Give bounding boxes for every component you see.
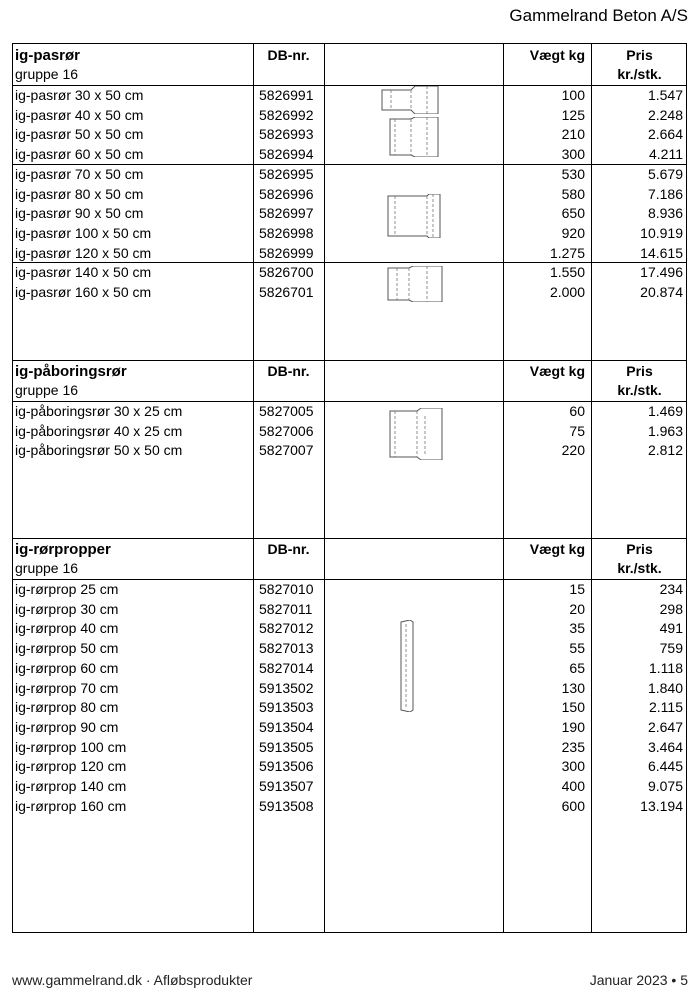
tapping-pipe-drawing-icon	[389, 408, 443, 460]
product-name: ig-rørprop 80 cm	[15, 699, 119, 716]
col-header-price-unit: kr./stk.	[617, 560, 662, 576]
section-divider	[13, 538, 686, 539]
price-value: 4.211	[649, 146, 683, 163]
price-value: 1.840	[647, 679, 683, 696]
product-name: ig-rørprop 120 cm	[15, 758, 127, 775]
section-group: gruppe 16	[15, 382, 79, 398]
price-value: 6.445	[647, 758, 683, 775]
product-name: ig-pasrør 60 x 50 cm	[15, 146, 144, 163]
product-name: ig-pasrør 80 x 50 cm	[15, 185, 144, 202]
price-table	[12, 43, 687, 933]
pipe-drawing-medium-icon	[389, 117, 439, 157]
db-number: 5826701	[259, 284, 314, 300]
db-number: 5913508	[259, 797, 314, 814]
db-number: 5913506	[259, 758, 314, 775]
weight-value: 1.275	[549, 244, 585, 261]
db-number: 5826700	[259, 264, 314, 281]
col-header-price-unit: kr./stk.	[617, 66, 662, 82]
db-number: 5826995	[259, 165, 314, 182]
weight-value: 15	[569, 581, 585, 597]
col-divider	[324, 44, 325, 932]
section-title: ig-pasrør	[15, 47, 81, 64]
price-value: 1.118	[649, 659, 683, 676]
weight-value: 35	[569, 620, 585, 637]
product-name: ig-påboringsrør 50 x 50 cm	[15, 442, 183, 459]
product-name: ig-rørprop 140 cm	[15, 778, 127, 794]
product-name: ig-pasrør 30 x 50 cm	[15, 87, 144, 103]
db-number: 5826996	[259, 185, 314, 202]
db-number: 5827005	[259, 403, 314, 419]
weight-value: 580	[561, 185, 585, 202]
product-name: ig-rørprop 25 cm	[15, 581, 119, 597]
pipe-plug-drawing-icon	[398, 620, 414, 712]
section-title: ig-rørpropper	[15, 541, 111, 558]
product-name: ig-pasrør 50 x 50 cm	[15, 126, 144, 143]
price-value: 2.664	[647, 126, 683, 143]
product-name: ig-rørprop 60 cm	[15, 659, 119, 676]
db-number: 5826997	[259, 205, 314, 222]
col-header-db: DB-nr.	[267, 541, 310, 557]
weight-value: 400	[561, 778, 585, 794]
db-number: 5827011	[259, 600, 313, 617]
price-value: 759	[659, 640, 683, 657]
product-name: ig-rørprop 70 cm	[15, 679, 119, 696]
product-name: ig-rørprop 100 cm	[15, 738, 127, 755]
product-name: ig-pasrør 40 x 50 cm	[15, 106, 144, 123]
weight-value: 600	[561, 797, 585, 814]
col-header-weight: Vægt kg	[529, 363, 585, 379]
weight-value: 650	[561, 205, 585, 222]
product-name: ig-påboringsrør 40 x 25 cm	[15, 422, 183, 439]
db-number: 5827014	[259, 659, 314, 676]
weight-value: 2.000	[549, 284, 585, 300]
db-number: 5826998	[259, 224, 314, 241]
db-number: 5913507	[259, 778, 314, 794]
section-divider	[13, 360, 686, 361]
db-number: 5827012	[259, 620, 314, 637]
db-number: 5827007	[259, 442, 314, 459]
col-header-weight: Vægt kg	[529, 541, 585, 557]
price-value: 234	[659, 581, 683, 597]
price-value: 17.496	[640, 264, 683, 281]
company-name: Gammelrand Beton A/S	[509, 6, 688, 25]
footer-date-page: Januar 2023 • 5	[589, 972, 688, 988]
product-name: ig-rørprop 40 cm	[15, 620, 119, 637]
weight-value: 125	[561, 106, 585, 123]
db-number: 5826992	[259, 106, 314, 123]
weight-value: 100	[561, 87, 585, 103]
weight-value: 530	[561, 165, 585, 182]
product-name: ig-pasrør 90 x 50 cm	[15, 205, 144, 222]
price-value: 1.963	[647, 422, 683, 439]
weight-value: 75	[569, 422, 585, 439]
price-value: 298	[659, 600, 683, 617]
section-group: gruppe 16	[15, 560, 79, 576]
price-value: 2.812	[647, 442, 683, 459]
weight-value: 300	[561, 146, 585, 163]
product-name: ig-pasrør 100 x 50 cm	[15, 224, 152, 241]
price-value: 14.615	[640, 244, 683, 261]
col-divider	[253, 44, 254, 932]
price-value: 2.647	[647, 718, 683, 735]
weight-value: 20	[569, 600, 585, 617]
product-name: ig-pasrør 70 x 50 cm	[15, 165, 144, 182]
price-value: 1.547	[647, 87, 683, 103]
group-divider	[13, 262, 686, 263]
db-number: 5826991	[259, 87, 314, 103]
product-name: ig-rørprop 30 cm	[15, 600, 119, 617]
price-value: 2.115	[649, 699, 683, 716]
db-number: 5913504	[259, 718, 314, 735]
price-value: 20.874	[640, 284, 683, 300]
pipe-drawing-large-icon	[387, 194, 441, 238]
product-name: ig-pasrør 120 x 50 cm	[15, 244, 152, 261]
footer-website: www.gammelrand.dk · Afløbsprodukter	[12, 972, 253, 988]
price-value: 1.469	[647, 403, 683, 419]
pipe-drawing-xlarge-icon	[387, 266, 443, 302]
db-number: 5913503	[259, 699, 314, 716]
group-divider	[13, 164, 686, 165]
db-number: 5913502	[259, 679, 314, 696]
section-title: ig-påboringsrør	[15, 363, 127, 380]
section-group: gruppe 16	[15, 66, 79, 82]
col-header-price: Pris	[626, 541, 653, 557]
price-value: 491	[659, 620, 683, 637]
col-header-db: DB-nr.	[267, 363, 310, 379]
price-value: 10.919	[640, 224, 683, 241]
col-header-price: Pris	[626, 363, 653, 379]
weight-value: 220	[561, 442, 585, 459]
weight-value: 1.550	[549, 264, 585, 281]
weight-value: 60	[569, 403, 585, 419]
db-number: 5913505	[259, 738, 314, 755]
db-number: 5827013	[259, 640, 314, 657]
product-name: ig-pasrør 160 x 50 cm	[15, 284, 152, 300]
db-number: 5826994	[259, 146, 314, 163]
weight-value: 55	[569, 640, 585, 657]
db-number: 5827006	[259, 422, 314, 439]
price-value: 7.186	[647, 185, 683, 202]
product-name: ig-påboringsrør 30 x 25 cm	[15, 403, 183, 419]
col-header-db: DB-nr.	[267, 47, 310, 63]
price-value: 13.194	[640, 797, 683, 814]
db-number: 5826999	[259, 244, 314, 261]
col-header-price: Pris	[626, 47, 653, 63]
weight-value: 300	[561, 758, 585, 775]
db-number: 5826993	[259, 126, 314, 143]
pipe-drawing-small-icon	[381, 86, 439, 114]
weight-value: 150	[561, 699, 585, 716]
product-name: ig-rørprop 160 cm	[15, 797, 127, 814]
product-name: ig-pasrør 140 x 50 cm	[15, 264, 152, 281]
price-value: 5.679	[647, 165, 683, 182]
weight-value: 920	[561, 224, 585, 241]
weight-value: 235	[561, 738, 585, 755]
col-header-price-unit: kr./stk.	[617, 382, 662, 398]
weight-value: 65	[569, 659, 585, 676]
price-value: 8.936	[647, 205, 683, 222]
col-header-weight: Vægt kg	[529, 47, 585, 63]
price-value: 2.248	[647, 106, 683, 123]
price-value: 3.464	[647, 738, 683, 755]
price-value: 9.075	[647, 778, 683, 794]
product-name: ig-rørprop 90 cm	[15, 718, 119, 735]
weight-value: 130	[561, 679, 585, 696]
weight-value: 210	[561, 126, 585, 143]
weight-value: 190	[561, 718, 585, 735]
product-name: ig-rørprop 50 cm	[15, 640, 119, 657]
db-number: 5827010	[259, 581, 314, 597]
